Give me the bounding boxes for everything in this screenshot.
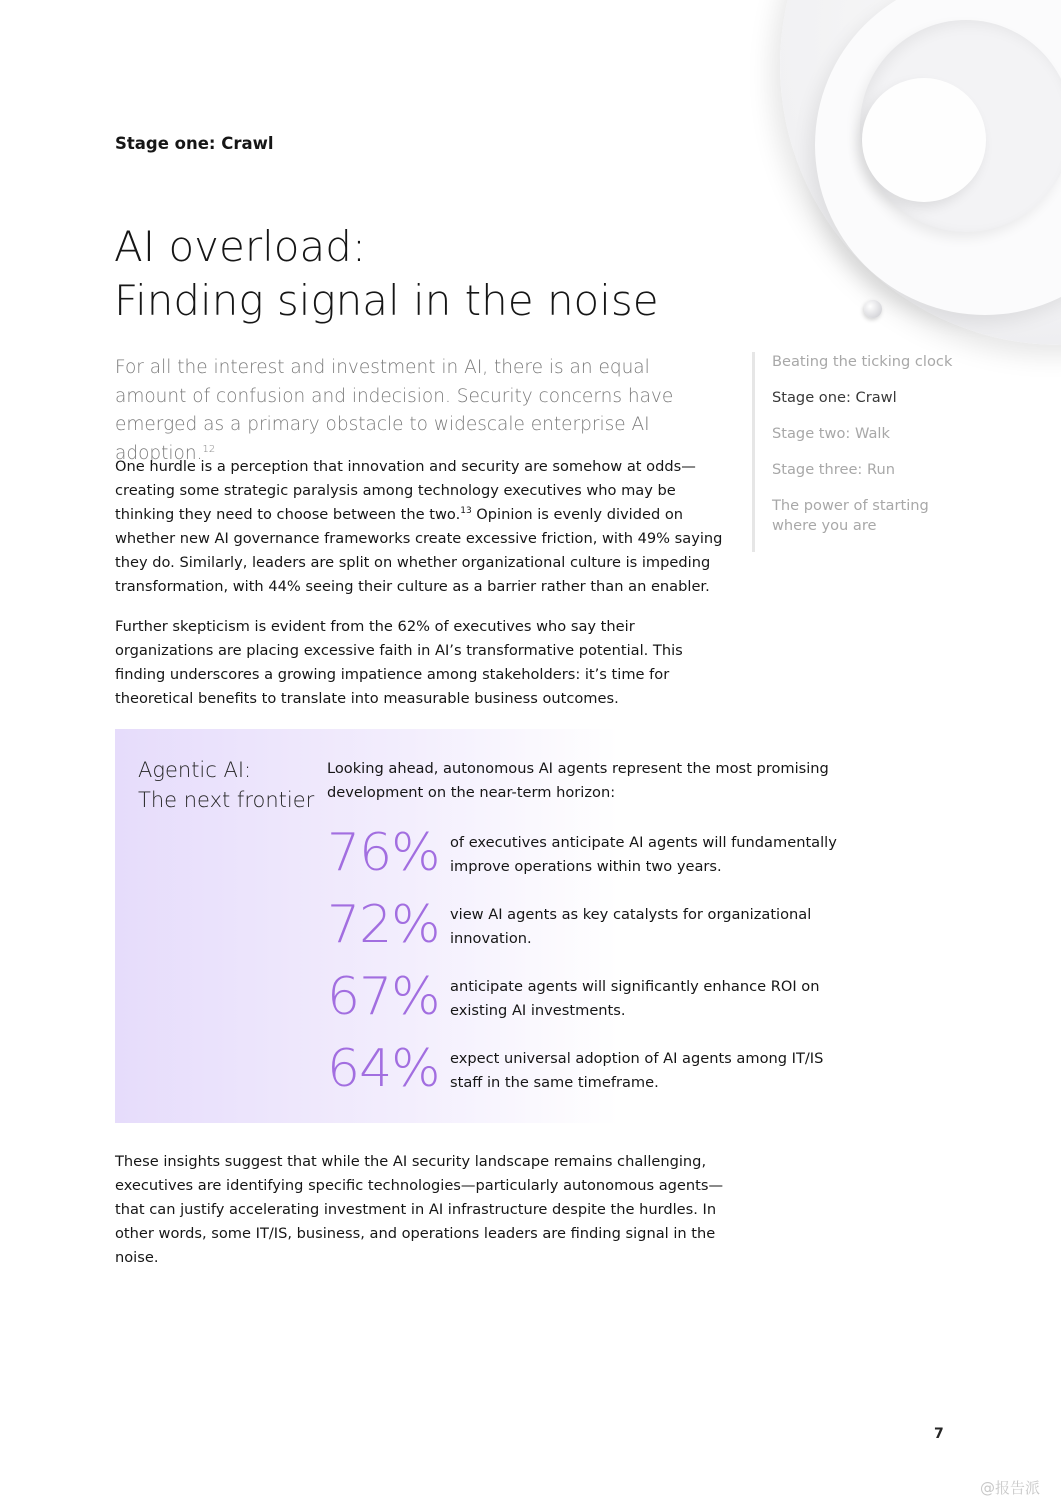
toc-item-beating-the-ticking-clock[interactable]: Beating the ticking clock [772, 353, 953, 370]
stat-item [327, 1039, 867, 1107]
stat-value: 64% [327, 1039, 440, 1099]
stat-item [327, 895, 867, 963]
toc-item-stage-two-walk[interactable]: Stage two: Walk [772, 425, 890, 442]
stat-description: anticipate agents will significantly enhance ROI on existing AI investments. [450, 978, 820, 1019]
body-paragraph-1-part-b: Opinion is evenly divided on whether new AI governance frameworks create excessive friction, with 49% saying they do. Similarly, leaders are split on whether organizational culture is impeding transformation, with 44% seeing their culture as a barrier rather than an enabler. [115, 506, 723, 595]
body-paragraph-1 [115, 455, 725, 599]
section-label: Stage one: Crawl [115, 134, 274, 153]
toc-item-power-of-starting[interactable]: The power of starting where you are [772, 497, 929, 534]
lede-paragraph [115, 354, 715, 468]
decorative-ring-center [862, 78, 986, 202]
stat-value: 67% [327, 967, 440, 1027]
stat-value: 76% [327, 823, 440, 883]
page-number: 7 [934, 1426, 944, 1442]
page-title-line-1: AI overload: [114, 222, 367, 271]
toc-item-stage-three-run[interactable]: Stage three: Run [772, 461, 895, 478]
callout-title-line-1: Agentic AI: [138, 758, 252, 782]
body-paragraph-3: These insights suggest that while the AI security landscape remains challenging, executives are identifying specific technologies—particularly autonomous agents—that can justify accelerating investment in AI infrastructure despite the hurdles. In other words, some IT/IS, business, and operations leaders are finding signal in the noise. [115, 1153, 724, 1266]
decorative-sphere [864, 300, 882, 318]
callout-title [138, 755, 314, 815]
body-paragraph-2: Further skepticism is evident from the 62% of executives who say their organizations are placing excessive faith in AI’s transformative potential. This finding underscores a growing impatience among stakeholders: it’s time for theoretical benefits to translate into measurable business outcomes. [115, 618, 683, 707]
stat-description: of executives anticipate AI agents will fundamentally improve operations within two years. [450, 834, 837, 875]
page-title-line-2: Finding signal in the noise [114, 276, 659, 325]
stat-description: expect universal adoption of AI agents among IT/IS staff in the same timeframe. [450, 1050, 824, 1091]
toc-item-stage-one-crawl[interactable]: Stage one: Crawl [772, 389, 897, 406]
stat-item [327, 823, 867, 891]
footnote-ref-12[interactable]: 12 [202, 443, 216, 455]
table-of-contents [752, 352, 972, 552]
footnote-ref-13[interactable]: 13 [460, 506, 472, 517]
body-paragraph-1-part-a: One hurdle is a perception that innovation and security are somehow at odds—creating some strategic paralysis among technology executives who may be thinking they need to choose between the two. [115, 458, 696, 523]
stat-value: 72% [327, 895, 440, 955]
agentic-ai-callout [115, 729, 955, 1123]
callout-title-line-2: The next frontier [138, 788, 315, 812]
stat-item [327, 967, 867, 1035]
lede-text: For all the interest and investment in AI, there is an equal amount of confusion and indecision. Security concerns have emerged as a primary obstacle to widescale enterprise AI adoption. [115, 357, 674, 464]
stat-description: view AI agents as key catalysts for organizational innovation. [450, 906, 812, 947]
watermark: @报告派 [980, 1479, 1041, 1497]
callout-intro: Looking ahead, autonomous AI agents represent the most promising development on the near-term horizon: [327, 760, 829, 801]
page-title [114, 220, 659, 328]
